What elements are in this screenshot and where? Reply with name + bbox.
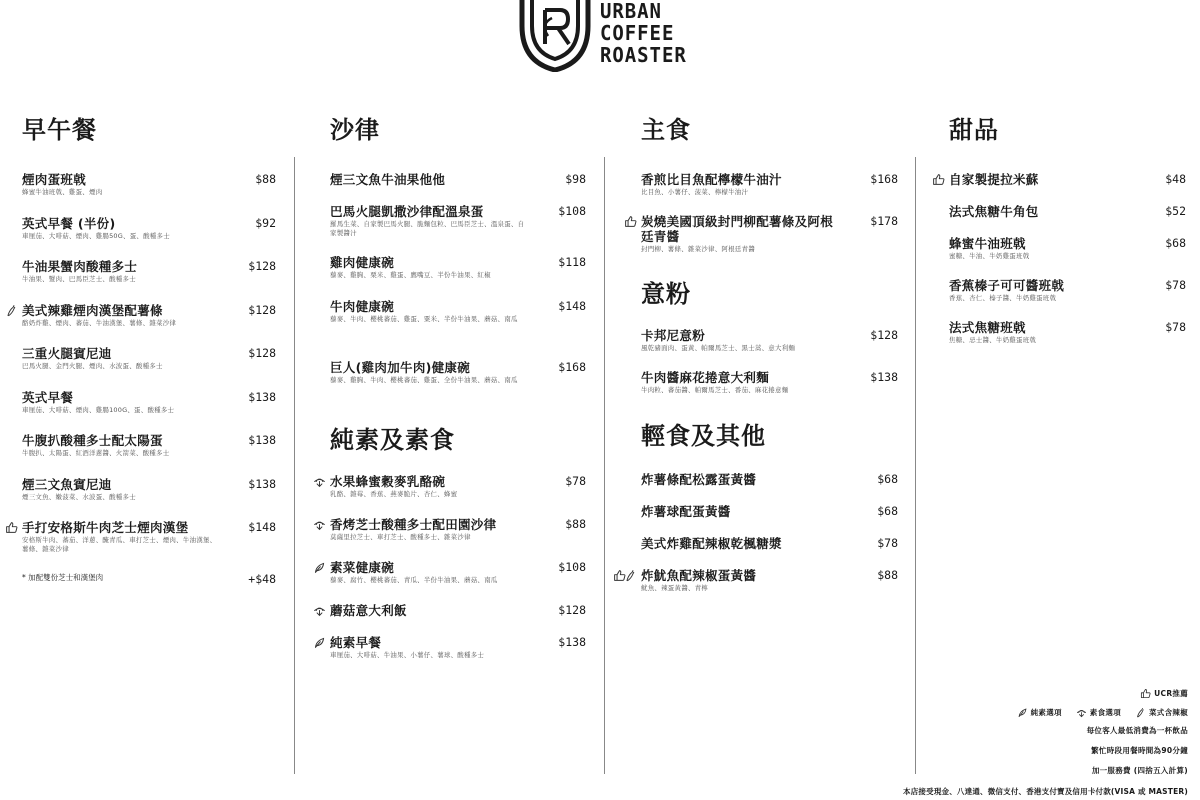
item-desc: 莫薩里拉芝士、車打芝士、酸種多士、雜菜沙律 (330, 533, 471, 541)
menu-item (641, 328, 898, 370)
brand-line-2: COFFEE (600, 21, 675, 45)
legend-vegetarian-label: 素食選項 (1089, 707, 1121, 717)
menu-item (641, 568, 898, 600)
mains-list (641, 172, 898, 276)
item-name: 牛腹扒酸種多士配太陽蛋 (22, 433, 163, 448)
legend-row-recommend (1017, 686, 1188, 700)
item-desc: 車厘茄、大啡菇、煙肉、雞腸50G、蛋、酸種多士 (22, 231, 170, 240)
item-price: $118 (558, 255, 586, 269)
item-name: 英式早餐 (22, 389, 74, 405)
add-on-note (22, 572, 276, 587)
brand-line-3: ROASTER (600, 43, 687, 67)
item-desc: 牛肉粒、蕃茄醬、帕爾馬芝士、番茄、麻花捲意麵 (641, 386, 789, 394)
item-price: $138 (248, 433, 276, 447)
item-name: 炸薯條配松露蛋黃醬 (641, 472, 757, 487)
chili-icon (1135, 707, 1146, 718)
item-price: $78 (1165, 320, 1186, 334)
item-price: $68 (1165, 236, 1186, 250)
item-price: $78 (565, 474, 586, 488)
item-price: $138 (248, 476, 276, 491)
leaf-icon (1017, 707, 1028, 718)
menu-item (949, 236, 1186, 278)
pasta-list (641, 328, 898, 412)
dessert-column (949, 112, 1186, 362)
item-name: 香煎比目魚配檸檬牛油汁 (641, 172, 782, 187)
item-name: 法式焦糖牛角包 (949, 204, 1039, 219)
item-price: $138 (248, 389, 276, 404)
item-price: $148 (558, 299, 586, 313)
legend-spicy-label: 菜式含辣椒 (1149, 707, 1188, 717)
item-price: $178 (870, 214, 898, 228)
item-name: 卡邦尼意粉 (641, 328, 706, 343)
menu-item (330, 517, 586, 560)
menu-item (330, 172, 586, 204)
item-desc: 煙三文魚、嫩菠菜、水波蛋、酸種多士 (22, 492, 136, 501)
column-divider (915, 157, 916, 774)
item-name: 自家製提拉米蘇 (949, 172, 1039, 187)
section-title-dessert: 甜品 (949, 116, 999, 144)
item-price: $168 (870, 172, 898, 186)
brand-wordmark (600, 0, 691, 66)
item-desc: 巴馬火腿、金門火腿、煙肉、水波蛋、酸種多士 (22, 362, 163, 370)
dessert-list (949, 172, 1186, 362)
legend-min-charge: 每位客人最低消費為一杯飲品 (1086, 726, 1188, 735)
menu-item (22, 346, 276, 390)
snacks-list (641, 472, 898, 600)
item-price: $78 (877, 536, 898, 550)
item-desc: 蜂蜜牛油班戟、雞蛋、煙肉 (22, 188, 103, 196)
item-desc: 羅馬生菜、自家製巴馬火腿、脆麵包粒、巴馬臣芝士、溫泉蛋、自家製醬汁 (330, 220, 525, 237)
item-price: $88 (255, 172, 276, 186)
menu-item (22, 259, 276, 303)
thumbs-up-icon (932, 173, 945, 186)
menu-item (22, 390, 276, 434)
menu-item (22, 216, 276, 260)
item-name: 炸魷魚配辣椒蛋黃醬 (641, 568, 757, 583)
vegetable-icon (313, 604, 326, 617)
legend-row-options (1017, 705, 1188, 719)
item-name: 炭燒美國頂級封門柳配薯條及阿根廷青醬 (641, 214, 834, 244)
item-price: $128 (558, 603, 586, 617)
thumbs-up-icon (1140, 688, 1151, 699)
salad-list (330, 172, 586, 420)
item-desc: 蜜糖、牛油、牛奶雞蛋班戟 (949, 252, 1030, 260)
section-title-salad: 沙律 (330, 116, 380, 144)
menu-item (330, 603, 586, 635)
item-name: 手打安格斯牛肉芝士煙肉漢堡 (22, 520, 189, 535)
menu-item (330, 255, 586, 299)
item-name: 牛肉健康碗 (330, 299, 395, 314)
item-desc: 牛腹扒、太陽蛋、紅酒洋蔥醬、火箭菜、酸種多士 (22, 449, 170, 457)
ucr-shield-icon (518, 0, 592, 72)
menu-item (330, 474, 586, 517)
item-price: $68 (877, 504, 898, 518)
item-name: 美式辣雞煙肉漢堡配薯條 (22, 302, 163, 318)
item-name: 牛肉醬麻花捲意大利麵 (641, 370, 770, 385)
section-title-snacks: 輕食及其他 (641, 422, 766, 450)
menu-item (949, 278, 1186, 320)
item-desc: 車厘茄、大啡菇、牛油果、小薯仔、薯球、酸種多士 (330, 651, 485, 659)
item-price: $168 (558, 360, 586, 374)
item-name: 牛油果蟹肉酸種多士 (22, 259, 138, 274)
item-name: 煙肉蛋班戟 (22, 172, 87, 187)
item-desc: 焦糖、忌士醬、牛奶雞蛋班戟 (949, 336, 1037, 344)
item-name: 三重火腿賓尼迪 (22, 346, 112, 361)
item-desc: 藜麥、雞胸、栗米、雞蛋、鷹嘴豆、半份牛油果、紅椒 (330, 271, 491, 279)
item-desc: 藜麥、腐竹、櫻桃蕃茄、青瓜、半份牛油果、蘑菇、南瓜 (330, 576, 498, 584)
menu-item (641, 370, 898, 412)
item-price: $52 (1165, 204, 1186, 218)
item-price: $98 (565, 172, 586, 186)
leaf-icon (313, 636, 326, 649)
leaf-icon (313, 561, 326, 574)
menu-item (22, 433, 276, 477)
item-name: 蜂蜜牛油班戟 (949, 236, 1026, 251)
item-name: 炸薯球配蛋黃醬 (641, 504, 731, 519)
menu-item (22, 520, 276, 572)
item-desc: 車厘茄、大啡菇、煙肉、雞腸100G、蛋、酸種多士 (22, 405, 175, 414)
item-desc: 藜麥、雞胸、牛肉、櫻桃蕃茄、雞蛋、全份牛油果、蘑菇、南瓜 (330, 376, 518, 384)
item-price: $128 (248, 259, 276, 273)
legend-vegan (1017, 707, 1062, 718)
legend-service-charge: 加一服務費 (四捨五入計算) (1091, 766, 1188, 775)
menu-item (330, 299, 586, 360)
item-price: $128 (248, 346, 276, 360)
item-name: 水果蜂蜜穀麥乳酪碗 (330, 474, 446, 489)
menu-item (330, 204, 586, 255)
menu-item (330, 560, 586, 603)
item-price: $138 (558, 635, 586, 649)
chili-icon (5, 304, 18, 317)
item-desc: 魷魚、辣蛋黃醬、青檸 (641, 584, 708, 592)
brand-line-1: URBAN (600, 0, 662, 23)
brunch-column (22, 112, 276, 587)
legend-recommend-label: UCR推薦 (1154, 688, 1188, 698)
menu-item (330, 360, 586, 420)
menu-item (949, 320, 1186, 362)
vegetable-icon (313, 518, 326, 531)
brand-logo (518, 0, 691, 74)
item-name: 煙三文魚賓尼迪 (22, 476, 112, 492)
item-price: $88 (877, 568, 898, 582)
menu-item (949, 204, 1186, 236)
item-price: $68 (877, 472, 898, 486)
item-price: $148 (248, 520, 276, 534)
salad-column (330, 112, 586, 675)
legend-dining-time: 繁忙時段用餐時間為90分鐘 (1091, 746, 1188, 755)
legend-vegan-label: 純素選項 (1030, 707, 1062, 717)
item-name: 蘑菇意大利飯 (330, 603, 407, 618)
vegetable-icon (1076, 707, 1087, 718)
item-price: $48 (1165, 172, 1186, 186)
legend-recommend (1140, 688, 1188, 699)
legend-vegetarian (1076, 707, 1121, 718)
item-desc: 藜麥、牛肉、櫻桃蕃茄、雞蛋、粟米、半份牛油果、蘑菇、南瓜 (330, 315, 518, 323)
menu-item (949, 172, 1186, 204)
thumbs-up-icon (624, 215, 637, 228)
item-desc: 封門柳、薯條、雜菜沙律、阿根廷青醬 (641, 245, 755, 253)
section-title-pasta: 意粉 (641, 280, 691, 308)
item-price: $92 (255, 215, 276, 230)
section-title-brunch: 早午餐 (22, 116, 97, 144)
mains-column (641, 112, 898, 600)
legend (1017, 686, 1188, 781)
item-name: 雞肉健康碗 (330, 255, 395, 270)
item-price: $88 (565, 517, 586, 531)
item-price: $138 (870, 370, 898, 384)
item-desc: 安格斯牛肉、蕃茄、洋蔥、醃青瓜、車打芝士、煙肉、牛油漢堡、薯條、雜菜沙律 (22, 536, 217, 553)
item-price: $108 (558, 560, 586, 574)
item-desc: 乳酪、雜莓、香蕉、燕麥脆片、杏仁、蜂蜜 (330, 490, 458, 498)
chili-icon (624, 569, 637, 582)
item-desc: 風乾豬面肉、蛋黃、帕爾馬芝士、黑士蒿、意大利麵 (641, 344, 796, 352)
item-name: 美式炸雞配辣椒乾楓糖漿 (641, 536, 782, 551)
legend-spicy (1135, 707, 1188, 718)
menu-item (22, 477, 276, 521)
column-divider (604, 157, 605, 774)
menu-item (641, 536, 898, 568)
menu-item (641, 504, 898, 536)
thumbs-up-icon (5, 521, 18, 534)
item-desc: 酪奶炸雞、煙肉、蕃茄、牛油漢堡、薯條、雜菜沙律 (22, 318, 177, 327)
item-price: $108 (558, 204, 586, 218)
item-name: 香蕉榛子可可醬班戟 (949, 278, 1065, 293)
item-desc: 比目魚、小薯仔、菠菜、檸檬牛油汁 (641, 188, 749, 196)
item-name: 巨人(雞肉加牛肉)健康碗 (330, 360, 471, 375)
item-name: 法式焦糖班戟 (949, 320, 1026, 335)
item-name: 英式早餐 (半份) (22, 215, 116, 231)
item-desc: 牛油果、蟹肉、巴馬臣芝士、酸種多士 (22, 275, 136, 283)
menu-item (330, 635, 586, 675)
add-on-note-price: +$48 (248, 572, 276, 586)
brunch-list (22, 172, 276, 587)
menu-item (22, 172, 276, 216)
item-price: $128 (870, 328, 898, 342)
vegetable-icon (313, 475, 326, 488)
menu-item (641, 214, 898, 276)
menu-item (641, 172, 898, 214)
vegan-list (330, 474, 586, 675)
item-name: 素菜健康碗 (330, 560, 395, 575)
column-divider (294, 157, 295, 774)
item-name: 煙三文魚牛油果他他 (330, 172, 446, 187)
payment-footer: 本店接受現金、八達通、微信支付、香港支付寶及信用卡付款(VISA 或 MASTER) (903, 787, 1188, 796)
item-name: 香烤芝士酸種多士配田園沙律 (330, 517, 497, 532)
menu-item (22, 303, 276, 347)
menu-item (641, 472, 898, 504)
item-price: $78 (1165, 278, 1186, 292)
section-title-vegan: 純素及素食 (330, 426, 455, 454)
item-price: $128 (248, 302, 276, 317)
item-name: 巴馬火腿凱撒沙律配溫泉蛋 (330, 204, 484, 219)
item-desc: 香蕉、杏仁、榛子醬、牛奶雞蛋班戟 (949, 294, 1057, 302)
section-title-mains: 主食 (641, 116, 691, 144)
add-on-note-text: * 加配雙份芝士和漢堡肉 (22, 573, 104, 582)
item-name: 純素早餐 (330, 635, 382, 650)
